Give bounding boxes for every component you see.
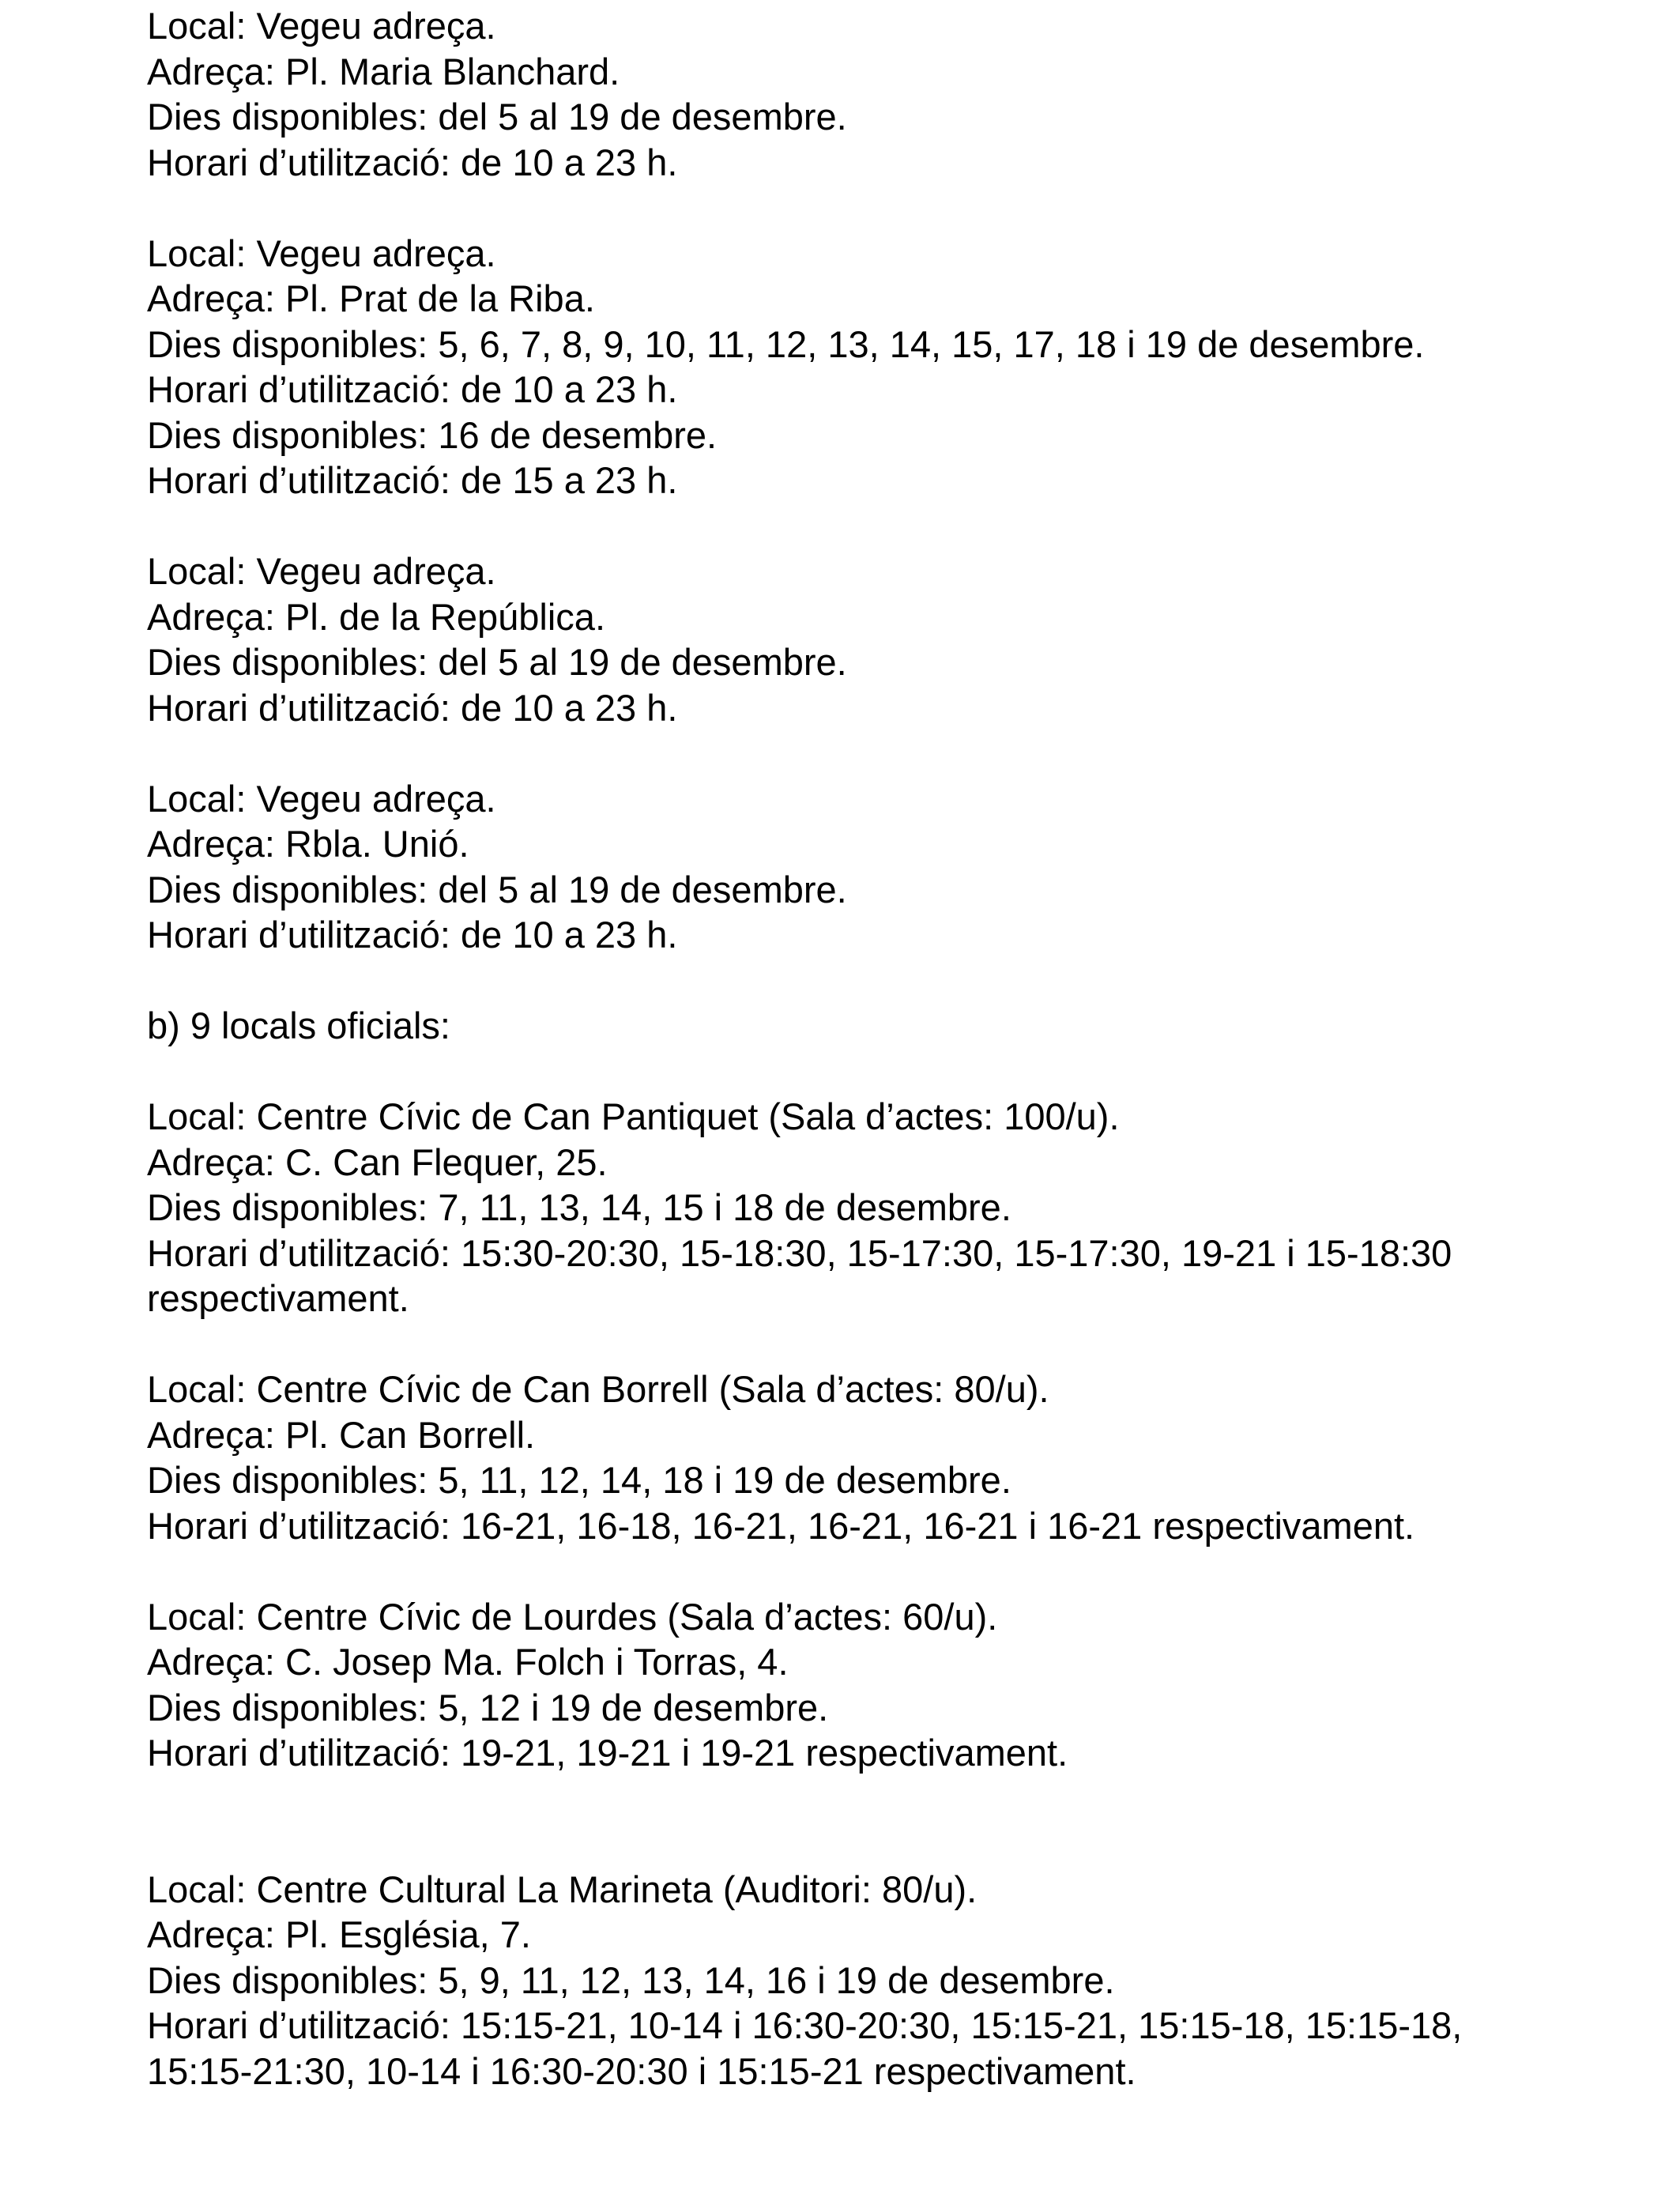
- available-days-line: Dies disponibles: 5, 11, 12, 14, 18 i 19 de desembre.: [147, 1459, 1011, 1501]
- address-line: Adreça: Pl. Església, 7.: [147, 1913, 531, 1955]
- local-line: Local: Centre Cultural La Marineta (Auditori: 80/u).: [147, 1868, 977, 1910]
- venue-block-can-borrell: [147, 1367, 1593, 1548]
- section-heading: b) 9 locals oficials:: [147, 1005, 450, 1046]
- address-line: Adreça: Pl. Maria Blanchard.: [147, 50, 620, 92]
- schedule-line: Horari d’utilització: de 10 a 23 h.: [147, 368, 678, 410]
- available-days-line: Dies disponibles: del 5 al 19 de desembre.: [147, 96, 847, 138]
- schedule-line: Horari d’utilització: 15:15-21, 10-14 i 16:30-20:30, 15:15-21, 15:15-18, 15:15-18,: [147, 2004, 1463, 2046]
- venue-block-prat-de-la-riba: [147, 231, 1593, 503]
- local-line: Local: Centre Cívic de Can Borrell (Sala d’actes: 80/u).: [147, 1368, 1049, 1410]
- address-line: Adreça: Rbla. Unió.: [147, 823, 469, 865]
- available-days-line: Dies disponibles: 7, 11, 13, 14, 15 i 18 de desembre.: [147, 1186, 1011, 1228]
- schedule-line: Horari d’utilització: 19-21, 19-21 i 19-21 respectivament.: [147, 1732, 1068, 1774]
- address-line: Adreça: Pl. Can Borrell.: [147, 1413, 536, 1456]
- available-days-line: Dies disponibles: 5, 9, 11, 12, 13, 14, 16 i 19 de desembre.: [147, 1958, 1115, 2001]
- schedule-line-continuation: respectivament.: [147, 1277, 409, 1319]
- venue-block-rbla-unio: [147, 776, 1593, 958]
- schedule-line: Horari d’utilització: 16-21, 16-18, 16-21, 16-21, 16-21 i 16-21 respectivament.: [147, 1504, 1415, 1547]
- schedule-line: Horari d’utilització: 15:30-20:30, 15-18:30, 15-17:30, 15-17:30, 19-21 i 15-18:30: [147, 1231, 1452, 1274]
- venue-block-maria-blanchard: [147, 3, 1593, 185]
- schedule-line: Horari d’utilització: de 10 a 23 h.: [147, 914, 678, 956]
- local-line: Local: Vegeu adreça.: [147, 777, 496, 820]
- venue-block-republica: [147, 548, 1593, 730]
- schedule-line: Horari d’utilització: de 10 a 23 h.: [147, 141, 678, 183]
- section-heading-block: [147, 1003, 1593, 1049]
- venue-block-la-marineta: [147, 1867, 1593, 2094]
- local-line: Local: Centre Cívic de Lourdes (Sala d’actes: 60/u).: [147, 1595, 998, 1638]
- address-line: Adreça: C. Josep Ma. Folch i Torras, 4.: [147, 1641, 789, 1683]
- document-page: [147, 3, 1593, 2139]
- local-line: Local: Vegeu adreça.: [147, 550, 496, 592]
- schedule-line-continuation: 15:15-21:30, 10-14 i 16:30-20:30 i 15:15-21 respectivament.: [147, 2049, 1136, 2092]
- available-days-line: Dies disponibles: 16 de desembre.: [147, 413, 718, 456]
- available-days-line: Dies disponibles: 5, 6, 7, 8, 9, 10, 11, 12, 13, 14, 15, 17, 18 i 19 de desembre.: [147, 322, 1425, 365]
- schedule-line: Horari d’utilització: de 10 a 23 h.: [147, 686, 678, 729]
- venue-block-can-pantiquet: [147, 1094, 1593, 1321]
- local-line: Local: Centre Cívic de Can Pantiquet (Sala d’actes: 100/u).: [147, 1095, 1120, 1137]
- available-days-line: Dies disponibles: del 5 al 19 de desembre.: [147, 641, 847, 683]
- venue-block-lourdes: [147, 1594, 1593, 1776]
- address-line: Adreça: C. Can Flequer, 25.: [147, 1140, 608, 1183]
- available-days-line: Dies disponibles: del 5 al 19 de desembre.: [147, 868, 847, 910]
- available-days-line: Dies disponibles: 5, 12 i 19 de desembre.: [147, 1686, 829, 1728]
- local-line: Local: Vegeu adreça.: [147, 232, 496, 274]
- schedule-line: Horari d’utilització: de 15 a 23 h.: [147, 459, 678, 501]
- address-line: Adreça: Pl. de la República.: [147, 595, 605, 638]
- address-line: Adreça: Pl. Prat de la Riba.: [147, 277, 595, 319]
- local-line: Local: Vegeu adreça.: [147, 5, 496, 47]
